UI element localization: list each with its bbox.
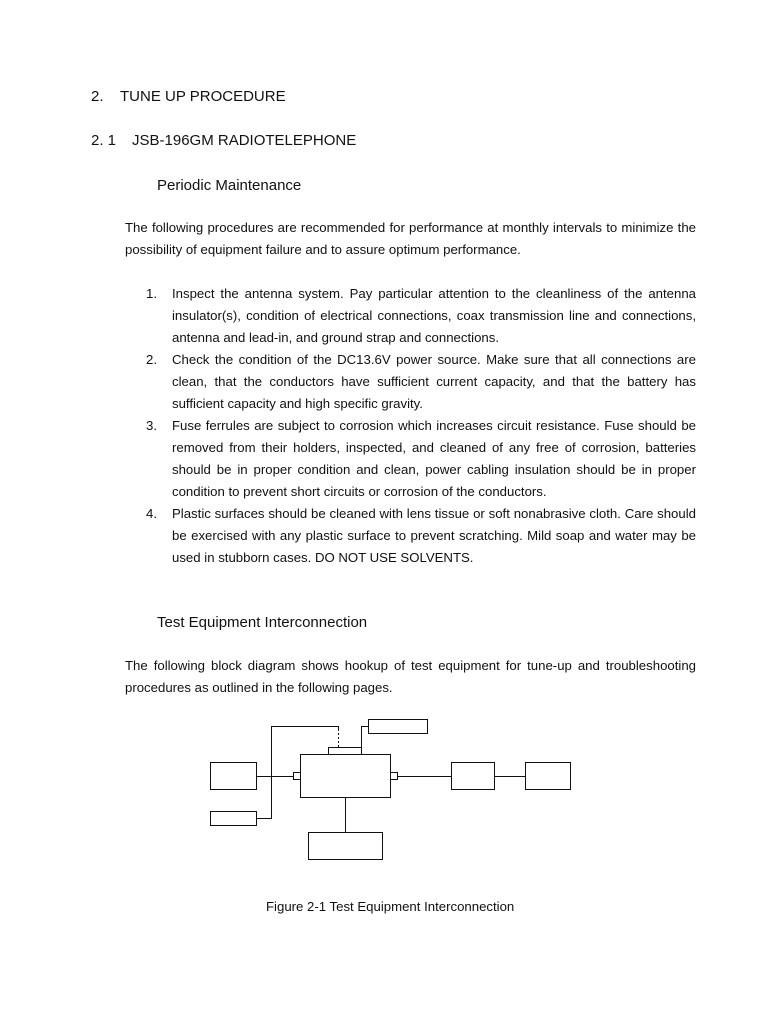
center-top-connector <box>329 748 362 755</box>
left-upper-box <box>211 763 257 790</box>
test-equipment-heading: Test Equipment Interconnection <box>157 614 368 631</box>
list-item-number: 4. <box>146 506 157 521</box>
maintenance-heading: Periodic Maintenance <box>157 177 302 194</box>
section-number: 2. <box>91 88 104 105</box>
list-item-text: Plastic surfaces should be cleaned with lens tissue or soft nonabrasive cloth. Care should be exercised with any plastic surface to prevent scratching. Mild soap and water may be used in stubborn cases. DO NOT USE SOLVENTS. <box>172 506 696 565</box>
bottom-box <box>309 833 383 860</box>
center-right-connector <box>391 773 398 780</box>
figure-caption: Figure 2-1 Test Equipment Interconnection <box>266 899 515 914</box>
right-box-2 <box>526 763 571 790</box>
right-box-1 <box>452 763 495 790</box>
subsection-title: JSB-196GM RADIOTELEPHONE <box>132 132 357 149</box>
section-title: TUNE UP PROCEDURE <box>120 88 286 105</box>
list-item-number: 2. <box>146 352 157 367</box>
wire-top-right <box>362 727 369 748</box>
center-left-connector <box>294 773 301 780</box>
list-item-text: Inspect the antenna system. Pay particular attention to the cleanliness of the antenna insulator(s), condition of electrical connections, coax transmission line and connections, antenna and lead-in, and ground strap and connections. <box>172 286 696 345</box>
left-lower-box <box>211 812 257 826</box>
list-item-text: Fuse ferrules are subject to corrosion which increases circuit resistance. Fuse should be removed from their holders, inspected, and cleaned of any free of corrosion, batteries should be in proper condition and clean, power cabling insulation should be in proper condition to prevent short circuits or corrosion of the conductors. <box>172 418 696 499</box>
test-equipment-intro: The following block diagram shows hookup of test equipment for tune-up and troubleshooting procedures as outlined in the following pages. <box>125 658 696 695</box>
top-right-box <box>369 720 428 734</box>
list-item-text: Check the condition of the DC13.6V power source. Make sure that all connections are clean, that the conductors have sufficient current capacity, and that the battery has sufficient capacity and high specific gravity. <box>172 352 696 411</box>
list-item-number: 1. <box>146 286 157 301</box>
center-box <box>301 755 391 798</box>
subsection-number: 2. 1 <box>91 132 117 149</box>
maintenance-intro: The following procedures are recommended for performance at monthly intervals to minimize the possibility of equipment failure and to assure optimum performance. <box>125 220 696 257</box>
list-item-number: 3. <box>146 418 157 433</box>
